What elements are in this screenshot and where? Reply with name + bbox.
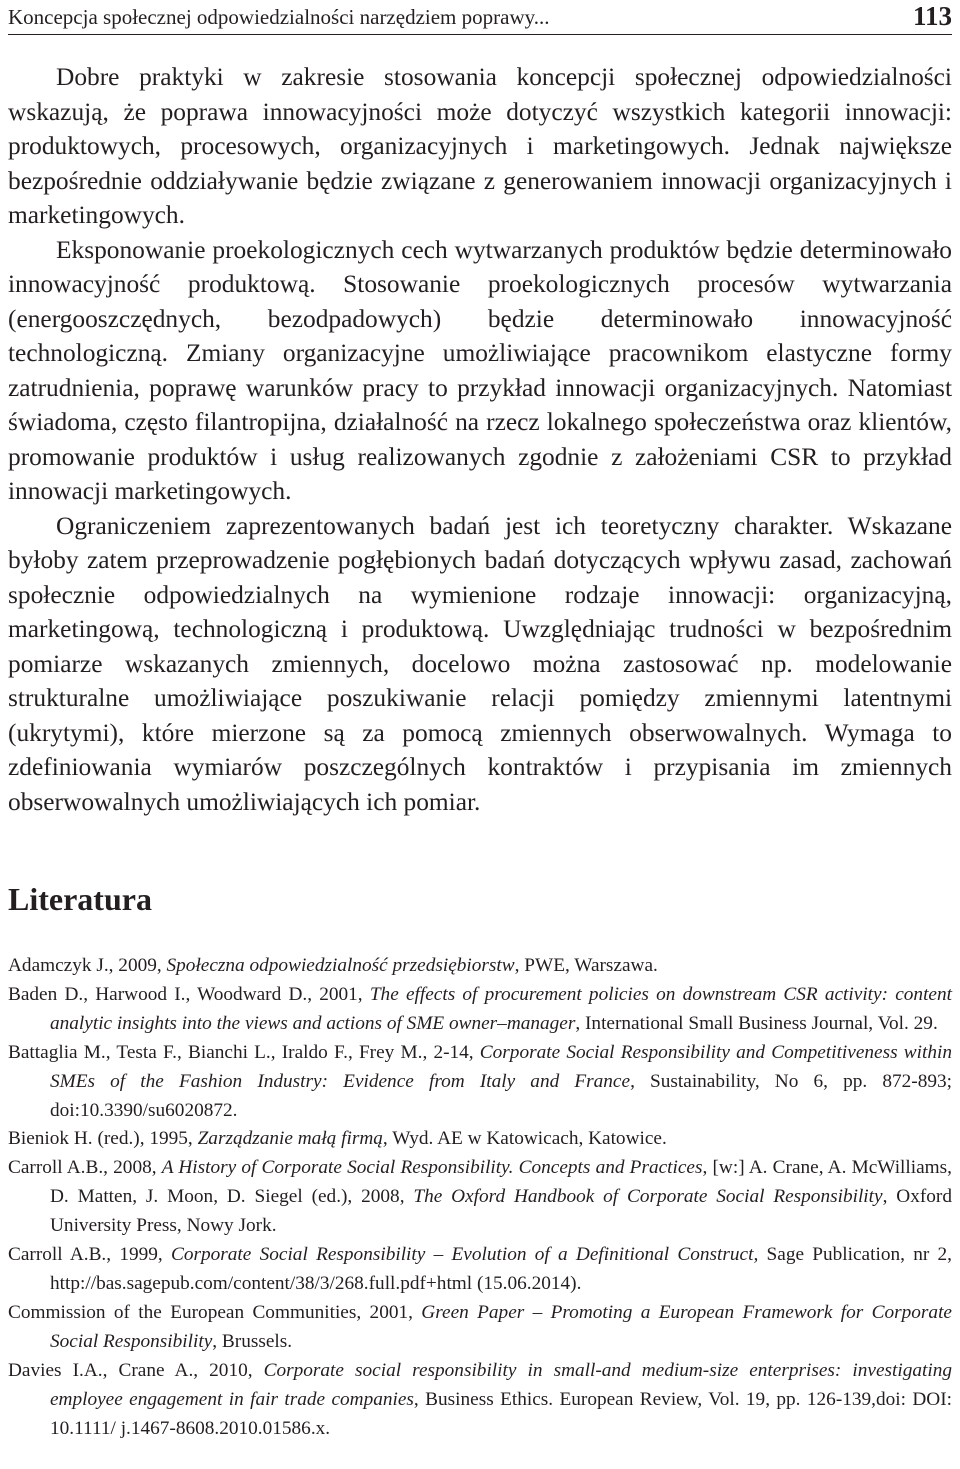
reference-publisher: , Sustainability, No 6, pp. 872-893; doi:10.3390/su6020872. — [50, 1070, 952, 1121]
reference-item — [8, 1241, 952, 1299]
running-header — [8, 0, 952, 35]
reference-title: Corporate Social Responsibility – Evolution of a Definitional Construct, — [171, 1244, 759, 1266]
reference-publisher: , Business Ethics. European Review, Vol. 19, pp. 126-139,doi: DOI: 10.1111/ j.1467-8608.2010.01586.x. — [50, 1388, 952, 1439]
reference-item — [8, 1357, 952, 1444]
reference-title: The effects of procurement policies on downstream CSR activity: content analytic insights into the views and actions of SME owner–manager — [50, 983, 952, 1034]
reference-title: A History of Corporate Social Responsibility. Concepts and Practices — [161, 1157, 703, 1179]
reference-publisher: , PWE, Warszawa. — [514, 955, 658, 976]
reference-item — [8, 981, 952, 1039]
reference-authors: Battaglia M., Testa F., Bianchi L., Iraldo F., Frey M., 2-14, — [8, 1041, 480, 1063]
paragraph: Ograniczeniem zaprezentowanych badań jest ich teoretyczny charakter. Wskazane byłoby zatem przeprowadzenie pogłębionych badań dotyczących wpływu zasad, zachowań społecznie odpowiedzialnych na wymienione rodzaje innowacji: organizacyjną, marketingową, technologiczną i produktową. Uwzględniając trudności w bezpośrednim pomiarze wskazanych zmiennych, docelowo można zastosować np. modelowanie strukturalne umożliwiające poszukiwanie relacji pomiędzy zmiennymi latentnymi (ukrytymi), które mierzone są za pomocą zmiennych obserwowalnych. Wymaga to zdefiniowania wymiarów poszczególnych kontraktów i przypisania im zmiennych obserwowalnych umożliwiających ich pomiar. — [8, 511, 952, 816]
reference-authors: Baden D., Harwood I., Woodward D., 2001, — [8, 983, 370, 1005]
reference-publisher: Sage Publication, nr 2, http://bas.sagepub.com/content/38/3/268.full.pdf+html (15.06.2014). — [50, 1244, 952, 1294]
reference-authors: Carroll A.B., 2008, — [8, 1157, 162, 1179]
reference-list — [8, 952, 952, 1443]
reference-publisher: , Wyd. AE w Katowicach, Katowice. — [382, 1128, 667, 1150]
reference-item — [8, 1154, 952, 1241]
reference-editors: , [w:] A. Crane, A. McWilliams, D. Matten, J. Moon, D. Siegel (ed.), 2008, — [50, 1157, 953, 1208]
reference-item — [8, 1125, 952, 1154]
running-title: Koncepcja społecznej odpowiedzialności narzędziem poprawy... — [8, 5, 550, 29]
reference-publisher: , Brussels. — [212, 1330, 293, 1352]
reference-publisher: , International Small Business Journal, Vol. 29. — [575, 1012, 938, 1034]
reference-title: Zarządzanie małą firmą — [197, 1128, 383, 1150]
reference-title: Corporate Social Responsibility and Competitiveness within SMEs of the Fashion Industry: Evidence from Italy and France — [50, 1041, 952, 1092]
paragraph: Dobre praktyki w zakresie stosowania koncepcji społecznej odpowiedzialności wskazują, że poprawa innowacyjności może dotyczyć wszystkich kategorii innowacji: produktowych, procesowych, organizacyjnych i marketingowych. Jednak największe bezpośrednie oddziaływanie będzie związane z generowaniem innowacji organizacyjnych i marketingowych. — [8, 63, 952, 229]
reference-item — [8, 952, 952, 981]
reference-authors: Davies I.A., Crane A., 2010, — [8, 1359, 264, 1381]
reference-title: Green Paper – Promoting a European Framework for Corporate Social Responsibility — [50, 1301, 952, 1352]
section-title-literature: Literatura — [8, 881, 152, 917]
reference-authors: Adamczyk J., 2009, — [8, 955, 167, 976]
reference-title: Corporate social responsibility in small-and medium-size enterprises: investigating employee engagement in fair trade companies — [50, 1359, 952, 1410]
reference-item — [8, 1039, 952, 1126]
reference-authors: Bieniok H. (red.), 1995, — [8, 1128, 198, 1150]
reference-item — [8, 1299, 952, 1357]
page-number: 113 — [912, 1, 952, 31]
body-text — [8, 60, 952, 819]
reference-authors: Carroll A.B., 1999, — [8, 1244, 171, 1266]
paragraph: Eksponowanie proekologicznych cech wytwarzanych produktów będzie determinowało innowacyjność produktową. Stosowanie proekologicznych procesów wytwarzania (energooszczędnych, bezodpadowych) będzie determinowało innowacyjność technologiczną. Zmiany organizacyjne umożliwiające pracownikom elastyczne formy zatrudnienia, poprawę warunków pracy to przykład innowacji organizacyjnych. Natomiast świadoma, często filantropijna, działalność na rzecz lokalnego społeczeństwa oraz klientów, promowanie produktów i usług realizowanych zgodnie z założeniami CSR to przykład innowacji marketingowych. — [8, 235, 952, 505]
reference-publisher: , Oxford University Press, Nowy Jork. — [50, 1186, 952, 1237]
reference-book-title: The Oxford Handbook of Corporate Social Responsibility — [413, 1186, 883, 1208]
reference-authors: Commission of the European Communities, 2001, — [8, 1301, 422, 1323]
reference-title: Społeczna odpowiedzialność przedsiębiorstw — [166, 955, 515, 976]
